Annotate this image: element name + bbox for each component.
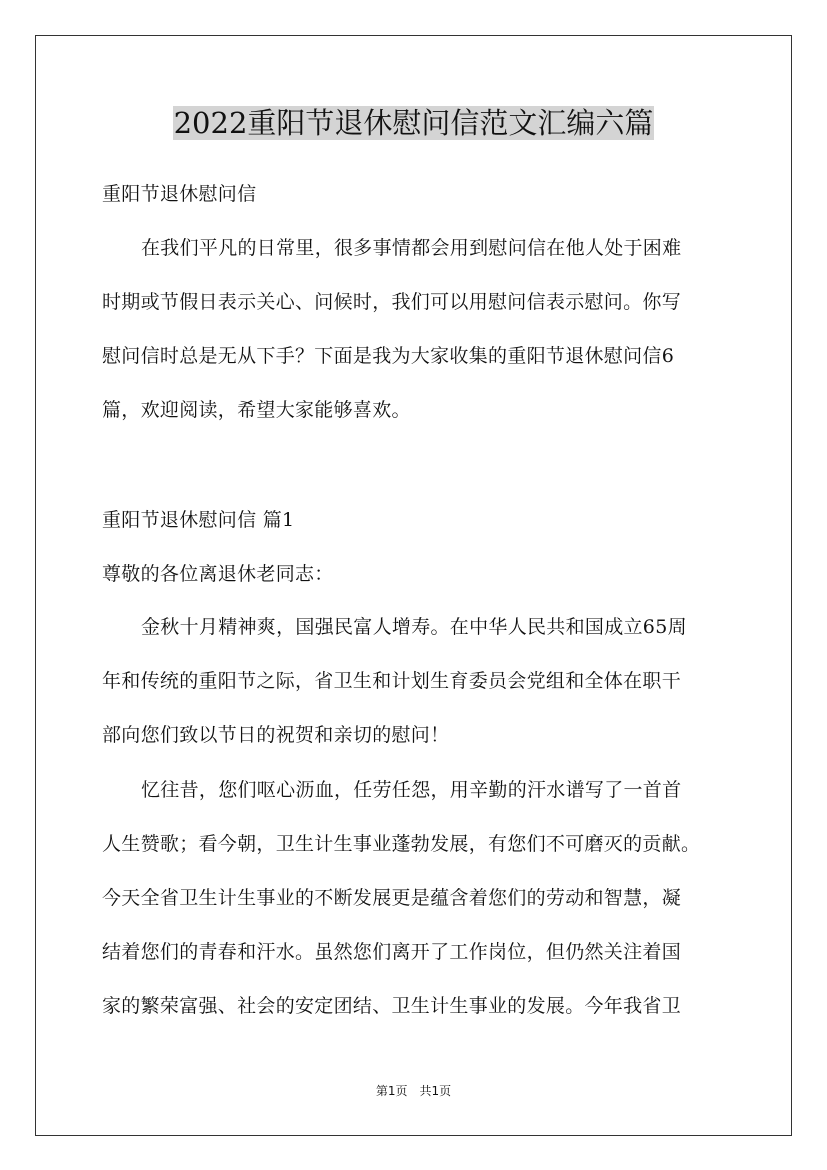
para2-line-3: 今天全省卫生计生事业的不断发展更是蕴含着您们的劳动和智慧，凝 [102,887,682,909]
para1-line-1: 金秋十月精神爽，国强民富人增寿。在中华人民共和国成立65周 [141,616,687,638]
para1-line-2: 年和传统的重阳节之际，省卫生和计划生育委员会党组和全体在职干 [102,670,682,692]
para2-line-2: 人生赞歌；看今朝，卫生计生事业蓬勃发展，有您们不可磨灭的贡献。 [102,833,701,855]
document-title [0,102,827,144]
subtitle: 重阳节退休慰问信 [102,183,257,205]
intro-line-2: 时期或节假日表示关心、问候时，我们可以用慰问信表示慰问。你写 [102,291,682,313]
para2-line-4: 结着您们的青春和汗水。虽然您们离开了工作岗位，但仍然关注着国 [102,941,682,963]
para2-line-5: 家的繁荣富强、社会的安定团结、卫生计生事业的发展。今年我省卫 [102,995,682,1017]
page-footer: 第1页 共1页 [375,1084,452,1098]
intro-line-1: 在我们平凡的日常里，很多事情都会用到慰问信在他人处于困难 [141,237,682,259]
intro-line-3: 慰问信时总是无从下手？下面是我为大家收集的重阳节退休慰问信6 [102,345,675,367]
para1-line-3: 部向您们致以节日的祝贺和亲切的慰问！ [102,724,450,746]
salutation: 尊敬的各位离退休老同志： [102,563,334,585]
intro-line-4: 篇，欢迎阅读，希望大家能够喜欢。 [102,399,411,421]
document-title-text: 2022重阳节退休慰问信范文汇编六篇 [173,106,654,140]
section-heading: 重阳节退休慰问信 篇1 [102,509,295,531]
para2-line-1: 忆往昔，您们呕心沥血，任劳任怨，用辛勤的汗水谱写了一首首 [141,779,682,801]
